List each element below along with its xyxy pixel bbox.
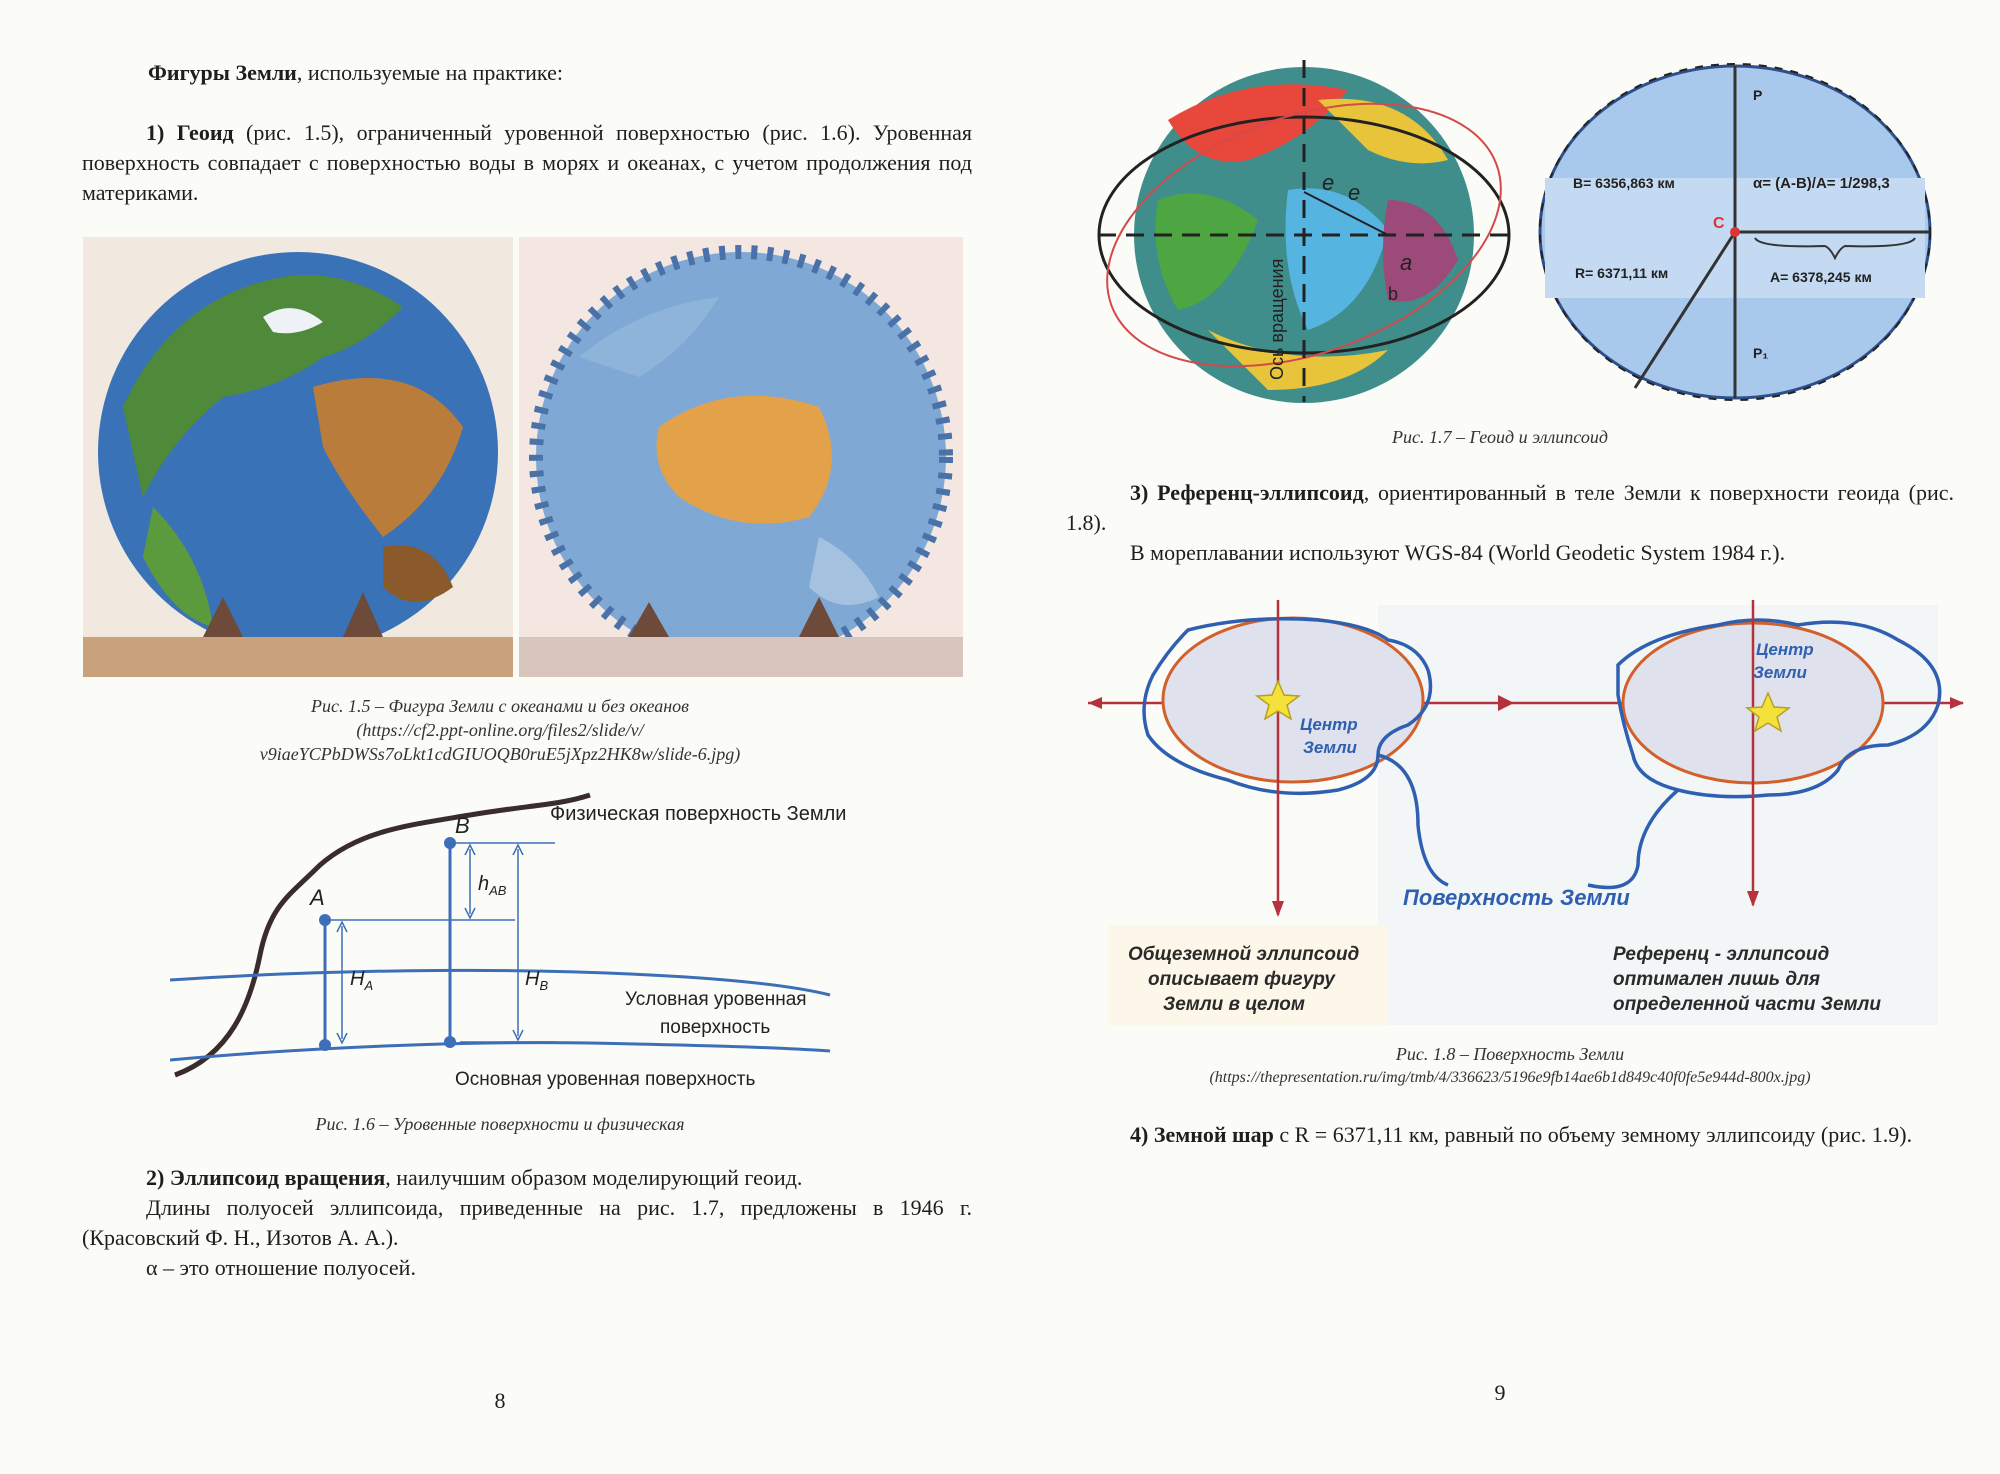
fig18-caption [1060, 1042, 1960, 1090]
fig15-caption [130, 694, 870, 766]
paragraph-wgs84: В мореплавании используют WGS-84 (World Geodetic System 1984 г.). [1130, 540, 1786, 565]
label-R-value: R= 6371,11 км [1575, 265, 1669, 281]
label-main-surface: Основная уровенная поверхность [455, 1069, 756, 1090]
label-C: C [1713, 215, 1725, 232]
label-conditional-2: поверхность [660, 1017, 771, 1038]
left-desc-2: описывает фигуру [1148, 969, 1335, 990]
center-label-left-1: Центр [1300, 715, 1358, 734]
label-e-2: e [1348, 180, 1361, 205]
paragraph-globe [1066, 1120, 1954, 1150]
ellipsoid-schematic [1525, 58, 1945, 406]
ellipsoid-term: 2) Эллипсоид вращения [146, 1165, 386, 1190]
center-label-right-2: Земли [1753, 663, 1807, 682]
fig15-caption-line2: (https://cf2.ppt-online.org/files2/slide/v/ [356, 720, 644, 740]
page-number-left: 8 [494, 1388, 506, 1413]
point-B-base [444, 1036, 456, 1048]
surface-label: Поверхность Земли [1403, 885, 1630, 910]
earth-surface-figure [1078, 595, 1968, 1035]
paragraph-ellipsoid [82, 1163, 972, 1193]
label-rotation-axis: Ось вращения [1267, 258, 1287, 380]
ellipsoid-text: , наилучшим образом моделирующий геоид. [385, 1165, 803, 1190]
right-page [1000, 0, 2000, 1474]
paragraph-semiaxes: Длины полуосей эллипсоида, приведенные на рис. 1.7, предложены в 1946 г. (Красовский Ф. Н., Изотов А. А.). [82, 1195, 972, 1250]
level-surfaces-diagram [170, 785, 890, 1105]
label-a: a [1400, 250, 1413, 275]
reference-ellipsoid-text: , ориентированный в теле Земли к поверхности геоида (рис. 1.8). [1066, 480, 1955, 535]
center-point [1730, 227, 1740, 237]
globe-text: с R = 6371,11 км, равный по объему земному эллипсоиду (рис. 1.9). [1273, 1122, 1913, 1147]
label-B: B [455, 813, 470, 838]
fig18-caption-line1: Рис. 1.8 – Поверхность Земли [1395, 1044, 1625, 1064]
geoid-globe-figure [1088, 50, 1520, 410]
right-desc-3: определенной части Земли [1613, 994, 1881, 1015]
paragraph-geoid [82, 118, 972, 208]
label-B-value: B= 6356,863 км [1573, 175, 1675, 191]
label-b: b [1388, 284, 1399, 304]
globe-term: 4) Земной шар [1130, 1122, 1274, 1147]
globe-with-oceans-photo [83, 237, 513, 677]
label-conditional-1: Условная уровенная [625, 989, 807, 1010]
label-A-value: A= 6378,245 км [1770, 269, 1872, 285]
point-A-base [319, 1039, 331, 1051]
label-physical-surface: Физическая поверхность Земли [550, 803, 847, 825]
fig18-caption-line2: (https://thepresentation.ru/img/tmb/4/336623/5196e9fb14ae6b1d849c40f0fe5e944d-800x.jpg) [1209, 1069, 1811, 1086]
label-alpha: α= (A-B)/A= 1/298,3 [1753, 175, 1890, 192]
center-label-right-1: Центр [1756, 640, 1814, 659]
label-P: P [1753, 87, 1763, 103]
fig17-caption: Рис. 1.7 – Геоид и эллипсоид [1392, 427, 1608, 447]
left-desc-3: Земли в целом [1163, 994, 1305, 1015]
section-heading [148, 58, 948, 88]
globe-without-oceans-photo [519, 237, 963, 677]
geoid-term: 1) Геоид [146, 120, 234, 145]
page-number-right: 9 [1494, 1380, 1506, 1405]
label-HA: $H_A$ [350, 968, 374, 993]
geoid-text: (рис. 1.5), ограниченный уровенной поверхностью (рис. 1.6). Уровенная поверхность совпадает с поверхностью воды в морях и океанах, с учетом продолжения под материками. [82, 120, 972, 205]
label-e: e [1322, 170, 1335, 195]
fig16-caption: Рис. 1.6 – Уровенные поверхности и физическая [315, 1114, 685, 1134]
paragraph-alpha: α – это отношение полуосей. [146, 1255, 416, 1280]
reference-ellipsoid-term: 3) Референц-эллипсоид [1130, 480, 1364, 505]
center-label-left-2: Земли [1303, 738, 1357, 757]
main-level-surface [170, 1043, 830, 1060]
label-HB: $H_B$ [525, 968, 549, 993]
right-desc-1: Референц - эллипсоид [1613, 944, 1830, 965]
label-A: A [310, 885, 325, 910]
heading-bold: Фигуры Земли [148, 60, 297, 85]
fig15-caption-line3: v9iaeYCPbDWSs7oLkt1cdGIUOQB0ruE5jXpz2HK8w/slide-6.jpg) [259, 744, 741, 764]
label-P1: P₁ [1753, 345, 1769, 361]
fig15-caption-line1: Рис. 1.5 – Фигура Земли с океанами и без океанов [311, 696, 689, 716]
paragraph-reference-ellipsoid [1066, 478, 1954, 538]
label-hAB: $h_{AB}$ [478, 873, 507, 898]
left-desc-1: Общеземной эллипсоид [1128, 944, 1360, 965]
heading-rest: , используемые на практике: [296, 60, 563, 85]
physical-surface-curve [175, 795, 590, 1075]
right-desc-2: оптимален лишь для [1613, 969, 1821, 990]
